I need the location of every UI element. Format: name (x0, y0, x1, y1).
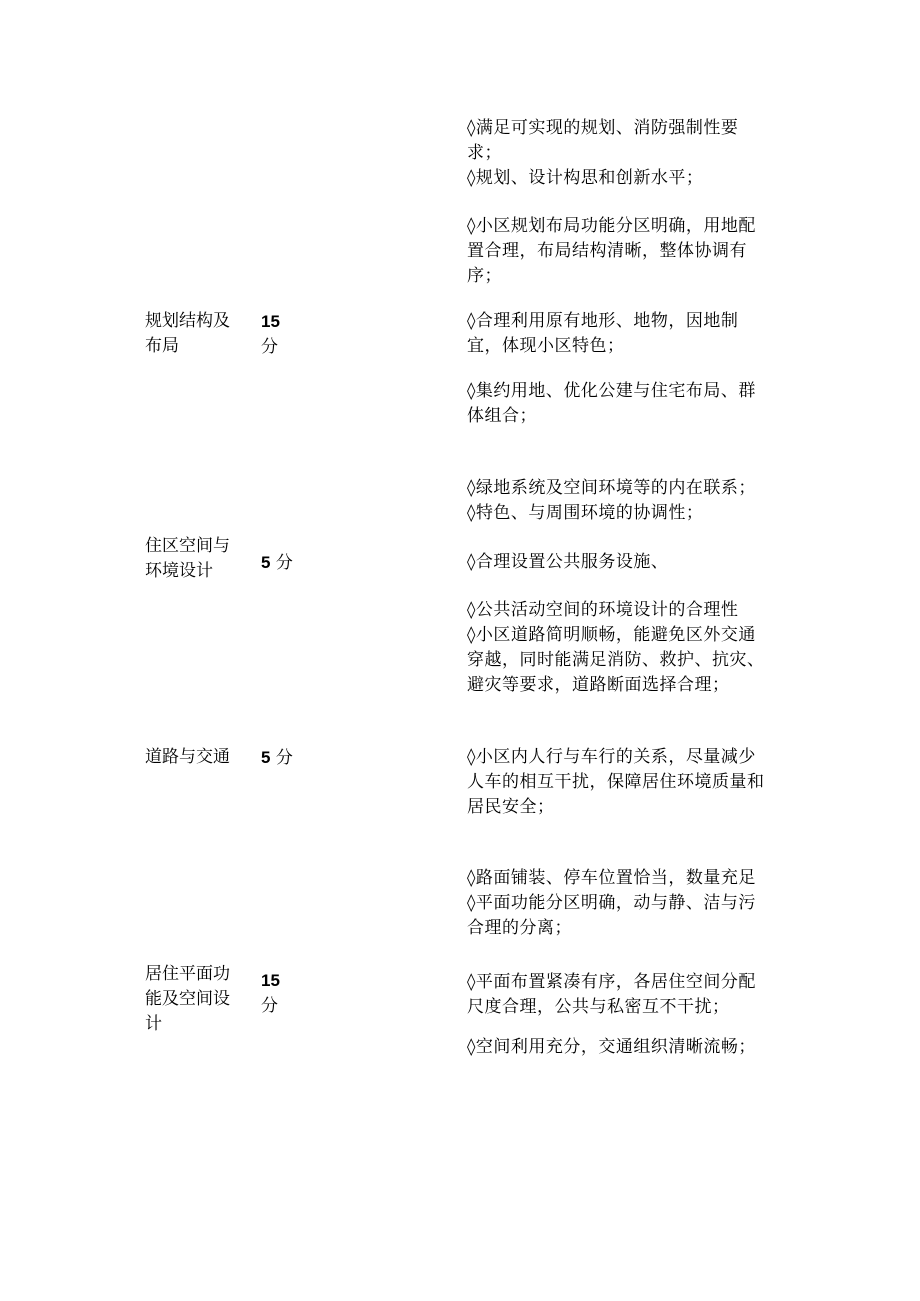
criterion-item: ◊集约用地、优化公建与住宅布局、群体组合； (467, 381, 756, 426)
criterion-item: ◊绿地系统及空间环境等的内在联系； (467, 478, 756, 498)
criterion-item: ◊规划、设计构思和创新水平； (467, 168, 704, 188)
score-number: 5 (261, 748, 271, 767)
criterion-item: ◊空间利用充分，交通组织清晰流畅； (467, 1037, 756, 1057)
criterion-item: ◊合理设置公共服务设施、 (467, 552, 669, 572)
criterion-item: ◊小区规划布局功能分区明确，用地配置合理，布局结构清晰，整体协调有序； (467, 216, 756, 286)
score-number: 15 (261, 312, 280, 331)
criterion-item: ◊特色、与周围环境的协调性； (467, 503, 704, 523)
criterion-category: 道路与交通 (145, 747, 230, 767)
criterion-score (261, 309, 306, 360)
criterion-score (261, 550, 306, 576)
criterion-item: ◊满足可实现的规划、消防强制性要求； (467, 118, 739, 163)
score-unit: 分 (261, 337, 278, 357)
criterion-category: 住区空间与环境设计 (145, 536, 230, 581)
score-unit: 分 (275, 748, 293, 768)
criterion-item: ◊合理利用原有地形、地物，因地制宜，体现小区特色； (467, 311, 739, 356)
criterion-item: ◊平面功能分区明确，动与静、洁与污合理的分离； (467, 893, 756, 938)
criterion-item: ◊小区内人行与车行的关系，尽量减少人车的相互干扰，保障居住环境质量和居民安全； (467, 747, 765, 817)
criterion-item: ◊公共活动空间的环境设计的合理性 (467, 600, 739, 620)
criterion-item: ◊平面布置紧凑有序，各居住空间分配尺度合理，公共与私密互不干扰； (467, 972, 756, 1017)
criterion-item: ◊路面铺装、停车位置恰当，数量充足 (467, 868, 756, 888)
score-number: 15 (261, 971, 280, 990)
score-unit: 分 (261, 996, 278, 1016)
criterion-category: 居住平面功能及空间设计 (145, 964, 230, 1034)
criterion-item: ◊小区道路简明顺畅，能避免区外交通穿越，同时能满足消防、救护、抗灾、避灾等要求，道路断面选择合理； (467, 625, 765, 695)
criterion-category: 规划结构及布局 (145, 311, 230, 356)
criterion-score (261, 968, 306, 1019)
score-unit: 分 (275, 553, 293, 573)
score-number: 5 (261, 553, 271, 572)
criterion-score (261, 745, 306, 771)
